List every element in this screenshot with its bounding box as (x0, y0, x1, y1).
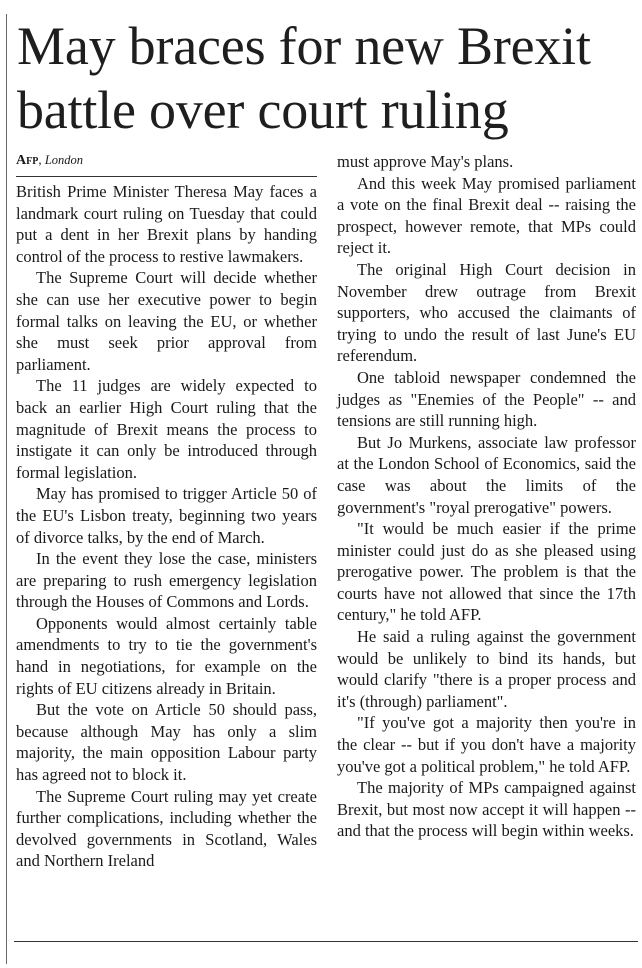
left-column-rule (6, 14, 7, 964)
paragraph: But the vote on Article 50 should pass, because although May has only a slim majority, the main opposition Labour party has agreed not to block it. (16, 700, 317, 785)
paragraph: The Supreme Court ruling may yet create further complications, including whether the devolved governments in Scotland, Wales and Northern Ireland (16, 786, 317, 871)
byline-city: London (44, 153, 84, 167)
paragraph: Opponents would almost certainly table amendments to try to tie the government's hand in negotiations, for example on the rights of EU citizens already in Britain. (16, 613, 317, 698)
paragraph: The Supreme Court will decide whether she can use her executive power to begin formal talks on leaving the EU, or whether she must seek prior approval from parliament. (16, 268, 317, 374)
article-column-left (16, 151, 317, 872)
paragraph: But Jo Murkens, associate law professor at the London School of Economics, said the case was about the limits of the government's "royal prerogative" powers. (337, 432, 636, 517)
headline: May braces for new Brexit battle over court ruling (17, 16, 591, 140)
paragraph: May has promised to trigger Article 50 of the EU's Lisbon treaty, beginning two years of divorce talks, by the end of March. (16, 484, 317, 547)
paragraph: And this week May promised parliament a vote on the final Brexit deal -- raising the prospect, however remote, that MPs could reject it. (337, 173, 636, 258)
paragraph: "It would be much easier if the prime minister could just do as she pleased using prerogative power. The problem is that the courts have not allowed that since the 17th century," he told AFP. (337, 519, 636, 625)
paragraph: One tabloid newspaper condemned the judges as "Enemies of the People" -- and tensions are still running high. (337, 367, 636, 431)
paragraph: In the event they lose the case, ministers are preparing to rush emergency legislation through the Houses of Commons and Lords. (16, 549, 317, 612)
byline-separator: , (38, 152, 42, 167)
paragraph-continued: must approve May's plans. (337, 152, 514, 171)
paragraph: "If you've got a majority then you're in the clear -- but if you don't have a majority you've got a political problem," he told AFP. (337, 713, 636, 776)
paragraph: The 11 judges are widely expected to back an earlier High Court ruling that the magnitude of Brexit means the process to instigate it can only be introduced through formal legislation. (16, 376, 317, 482)
article-column-right (337, 151, 636, 842)
bottom-rule (14, 941, 638, 942)
byline (16, 151, 317, 177)
paragraph: British Prime Minister Theresa May faces a landmark court ruling on Tuesday that could put a dent in her Brexit plans by handing control of the process to restive lawmakers. (16, 182, 317, 266)
paragraph: The original High Court decision in November drew outrage from Brexit supporters, who accused the claimants of trying to undo the result of last June's EU referendum. (337, 259, 636, 366)
byline-agency: Afp (16, 153, 39, 168)
paragraph: The majority of MPs campaigned against Brexit, but most now accept it will happen -- and that the process will begin within weeks. (337, 778, 636, 841)
paragraph: He said a ruling against the government would be unlikely to bind its hands, but would clarify "there is a proper process and it's (through) parliament". (337, 627, 636, 711)
